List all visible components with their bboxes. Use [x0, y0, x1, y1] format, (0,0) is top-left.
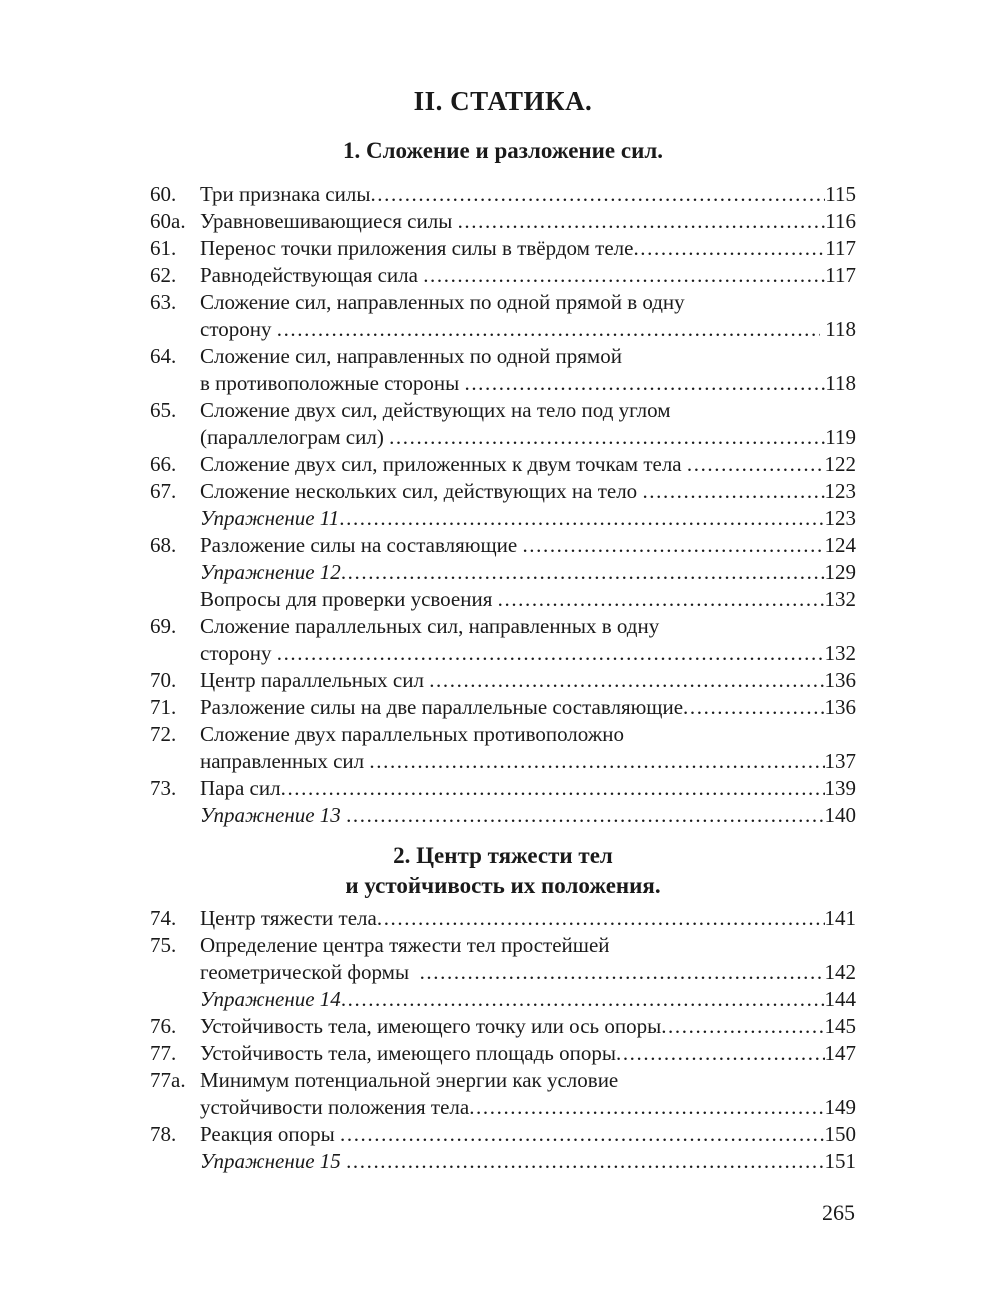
toc-entry-list: [150, 181, 856, 829]
entry-page: 117: [825, 263, 856, 287]
leader-dots: [389, 424, 825, 451]
entry-title: Упражнение 11: [200, 506, 340, 530]
leader-dots: [429, 667, 824, 694]
entry-page: 142: [824, 960, 856, 984]
leader-dots: [277, 640, 825, 667]
entry-number: 70.: [150, 668, 177, 692]
entry-page: 149: [824, 1095, 856, 1119]
toc-entry: [150, 181, 856, 208]
entry-title: Сложение двух параллельных противоположно: [200, 722, 625, 746]
section-heading-line: 1. Сложение и разложение сил.: [342, 138, 663, 163]
toc-section: [150, 136, 856, 829]
entry-page: 119: [825, 425, 856, 449]
page-number: 265: [822, 1200, 855, 1225]
entry-number: 64.: [150, 344, 177, 368]
leader-dots: [346, 802, 824, 829]
leader-dots: [458, 208, 826, 235]
leader-dots: [341, 559, 825, 586]
toc-entry-line: [150, 1148, 856, 1175]
entry-title: Равнодействующая сила: [200, 263, 424, 287]
toc-entry-line: [150, 905, 856, 932]
entry-number: 68.: [150, 533, 177, 557]
toc-entry-line: [150, 505, 856, 532]
toc-entry-line: [150, 208, 856, 235]
entry-page: 151: [824, 1149, 856, 1173]
toc-entry-line: [150, 181, 856, 208]
leader-dots: [370, 181, 825, 208]
toc-entry-line: [150, 986, 856, 1013]
entry-page: 137: [824, 749, 856, 773]
toc-entry-line: [150, 640, 856, 667]
toc-entry-line: [150, 559, 856, 586]
toc-entry: [150, 451, 856, 478]
toc-entry: [150, 532, 856, 559]
entry-title: Устойчивость тела, имеющего точку или ось опоры: [200, 1014, 662, 1038]
toc-entry: [150, 586, 856, 613]
toc-entry: [150, 775, 856, 802]
entry-title: Сложение двух сил, приложенных к двум точкам тела: [200, 452, 687, 476]
leader-dots: [277, 316, 820, 343]
entry-title: Упражнение 12: [200, 560, 341, 584]
toc-entry: [150, 559, 856, 586]
entry-page: 147: [824, 1041, 856, 1065]
entry-page: 116: [825, 209, 856, 233]
leader-dots: [683, 694, 824, 721]
entry-number: 60а.: [150, 209, 186, 233]
toc-entry-line: [150, 1067, 856, 1094]
toc-entry: [150, 802, 856, 829]
toc-entry-line: [150, 478, 856, 505]
entry-page: 118: [820, 317, 856, 341]
entry-number: 77.: [150, 1041, 177, 1065]
leader-dots: [464, 370, 825, 397]
toc-entry: [150, 667, 856, 694]
toc-entry-line: [150, 424, 856, 451]
toc-entry-line: [150, 370, 856, 397]
entry-number: 72.: [150, 722, 177, 746]
entry-title: в противоположные стороны: [200, 371, 465, 395]
toc-entry-line: [150, 694, 856, 721]
entry-title: направленных сил: [200, 749, 370, 773]
toc-entry: [150, 235, 856, 262]
leader-dots: [687, 451, 825, 478]
toc-entry-line: [150, 316, 856, 343]
entry-title: Упражнение 14: [200, 987, 341, 1011]
toc-entry-line: [150, 235, 856, 262]
leader-dots: [498, 586, 825, 613]
toc-entry-line: [150, 1040, 856, 1067]
book-page-content: [150, 0, 856, 1175]
entry-page: 145: [824, 1014, 856, 1038]
entry-number: 66.: [150, 452, 177, 476]
entry-title: Сложение параллельных сил, направленных в одну: [200, 614, 660, 638]
toc-entry-line: [150, 289, 856, 316]
section-heading: [150, 136, 856, 166]
entry-title: Реакция опоры: [200, 1122, 340, 1146]
toc-entry: [150, 1013, 856, 1040]
leader-dots: [377, 905, 825, 932]
toc-entry-line: [150, 1013, 856, 1040]
toc-entry: [150, 613, 856, 667]
toc-entry-list: [150, 905, 856, 1175]
leader-dots: [340, 1121, 825, 1148]
entry-number: 62.: [150, 263, 177, 287]
leader-dots: [346, 1148, 824, 1175]
entry-title: Устойчивость тела, имеющего площадь опоры: [200, 1041, 616, 1065]
entry-title: Центр параллельных сил: [200, 668, 430, 692]
toc-entry: [150, 262, 856, 289]
entry-title: Определение центра тяжести тел простейшей: [200, 933, 610, 957]
entry-page: 118: [825, 371, 856, 395]
entry-title: Три признака силы: [200, 182, 371, 206]
toc-entry-line: [150, 748, 856, 775]
entry-page: 140: [824, 803, 856, 827]
toc-entry-line: [150, 775, 856, 802]
leader-dots: [339, 505, 824, 532]
entry-number: 71.: [150, 695, 177, 719]
entry-page: 122: [824, 452, 856, 476]
entry-title: Сложение двух сил, действующих на тело под углом: [200, 398, 671, 422]
toc-entry: [150, 986, 856, 1013]
entry-title: Уравновешивающиеся силы: [200, 209, 458, 233]
entry-title: Упражнение 13: [200, 803, 347, 827]
toc-entry-line: [150, 343, 856, 370]
leader-dots: [616, 1040, 825, 1067]
entry-page: 132: [824, 641, 856, 665]
entry-title: устойчивости положения тела: [200, 1095, 470, 1119]
entry-title: сторону: [200, 317, 277, 341]
toc-entry-line: [150, 932, 856, 959]
toc-entry-line: [150, 586, 856, 613]
leader-dots: [420, 959, 825, 986]
entry-page: 136: [824, 695, 856, 719]
entry-number: 60.: [150, 182, 177, 206]
toc-entry-line: [150, 397, 856, 424]
toc-entry-line: [150, 1121, 856, 1148]
entry-title: Разложение силы на составляющие: [200, 533, 523, 557]
entry-page: 136: [824, 668, 856, 692]
toc-entry: [150, 721, 856, 775]
entry-page: 132: [824, 587, 856, 611]
entry-page: 144: [824, 987, 856, 1011]
toc-entry-line: [150, 802, 856, 829]
entry-page: 141: [824, 906, 856, 930]
toc-entry: [150, 694, 856, 721]
toc-entry: [150, 932, 856, 986]
entry-page: 123: [824, 506, 856, 530]
leader-dots: [369, 748, 824, 775]
entry-number: 67.: [150, 479, 177, 503]
toc-entry-line: [150, 721, 856, 748]
entry-title: Сложение сил, направленных по одной прямой: [200, 344, 622, 368]
entry-number: 75.: [150, 933, 177, 957]
leader-dots: [642, 478, 824, 505]
entry-number: 76.: [150, 1014, 177, 1038]
leader-dots: [633, 235, 825, 262]
entry-title: Центр тяжести тела: [200, 906, 377, 930]
entry-title: Вопросы для проверки усвоения: [200, 587, 498, 611]
section-heading: [150, 841, 856, 901]
toc-entry: [150, 289, 856, 343]
leader-dots: [281, 775, 825, 802]
toc-entry: [150, 208, 856, 235]
entry-page: 124: [824, 533, 856, 557]
toc-entry-line: [150, 1094, 856, 1121]
toc-entry: [150, 1148, 856, 1175]
toc-section: [150, 841, 856, 1175]
leader-dots: [522, 532, 824, 559]
toc-entry-line: [150, 451, 856, 478]
entry-page: 115: [825, 182, 856, 206]
toc-entry: [150, 1067, 856, 1121]
table-of-contents: [150, 136, 856, 1175]
entry-number: 74.: [150, 906, 177, 930]
toc-entry: [150, 478, 856, 505]
toc-entry-line: [150, 959, 856, 986]
entry-number: 73.: [150, 776, 177, 800]
toc-entry-line: [150, 262, 856, 289]
leader-dots: [661, 1013, 824, 1040]
entry-title: Сложение нескольких сил, действующих на тело: [200, 479, 643, 503]
entry-number: 61.: [150, 236, 177, 260]
entry-title: Перенос точки приложения силы в твёрдом теле: [200, 236, 634, 260]
chapter-title: II. СТАТИКА.: [413, 86, 593, 116]
entry-number: 78.: [150, 1122, 177, 1146]
toc-entry: [150, 905, 856, 932]
entry-title: геометрической формы: [200, 960, 420, 984]
toc-entry: [150, 1121, 856, 1148]
leader-dots: [341, 986, 825, 1013]
entry-number: 65.: [150, 398, 177, 422]
toc-entry-line: [150, 667, 856, 694]
entry-title: Сложение сил, направленных по одной прямой в одну: [200, 290, 685, 314]
section-heading-line: и устойчивость их положения.: [345, 873, 661, 898]
entry-title: (параллелограм сил): [200, 425, 390, 449]
entry-title: Минимум потенциальной энергии как условие: [200, 1068, 619, 1092]
entry-number: 63.: [150, 290, 177, 314]
entry-page: 123: [824, 479, 856, 503]
entry-page: 117: [825, 236, 856, 260]
leader-dots: [423, 262, 825, 289]
entry-title: Упражнение 15: [200, 1149, 347, 1173]
entry-title: сторону: [200, 641, 277, 665]
entry-title: Пара сил: [200, 776, 281, 800]
toc-entry: [150, 1040, 856, 1067]
entry-page: 150: [824, 1122, 856, 1146]
toc-entry-line: [150, 613, 856, 640]
entry-page: 129: [824, 560, 856, 584]
section-heading-line: 2. Центр тяжести тел: [393, 843, 613, 868]
entry-number: 77а.: [150, 1068, 186, 1092]
entry-title: Разложение силы на две параллельные составляющие: [200, 695, 684, 719]
toc-entry: [150, 397, 856, 451]
toc-entry-line: [150, 532, 856, 559]
entry-page: 139: [824, 776, 856, 800]
toc-entry: [150, 505, 856, 532]
leader-dots: [469, 1094, 824, 1121]
entry-number: 69.: [150, 614, 177, 638]
toc-entry: [150, 343, 856, 397]
